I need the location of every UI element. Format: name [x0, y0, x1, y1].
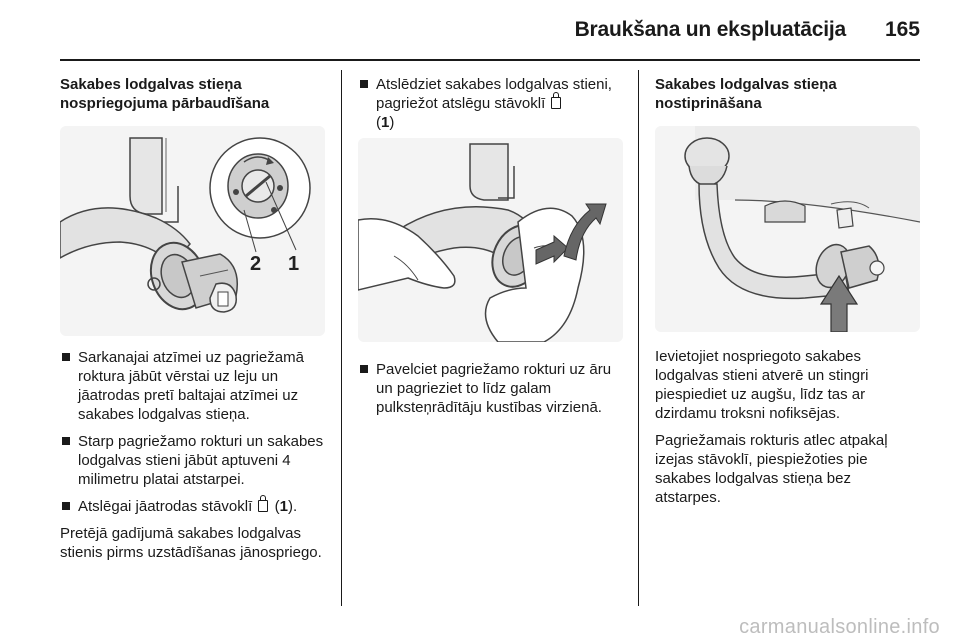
column-divider-left [341, 70, 342, 606]
watermark: carmanualsonline.info [739, 616, 940, 638]
column-3-heading [655, 75, 920, 113]
bullet-gap: Starp pagriežamo rokturi un sakabes lodgalvas stieni jābūt aptuveni 4 milimetru platai atstarpei. [60, 432, 332, 489]
otherwise-paragraph: Pretējā gadījumā sakabes lodgalvas stienis pirms uzstādīšanas jānospriego. [60, 525, 322, 561]
install-heading: Sakabes lodgalvas stieņa nostiprināšana [655, 76, 837, 112]
bullet-square-icon [360, 365, 368, 373]
pull-rotate-bullets [358, 360, 626, 417]
section-title: Braukšana un ekspluatācija [574, 18, 846, 41]
check-tension-bullets [60, 348, 332, 516]
check-tension-heading: Sakabes lodgalvas stieņa nospriegojuma pārbaudīšana [60, 76, 270, 112]
insert-paragraph: Ievietojiet nospriegoto sakabes lodgalvas stieni atverē un stingri piespiediet uz augšu, līdz tas ar dzirdamu troksni nofiksējas. [655, 348, 869, 422]
page-number: 165 [884, 18, 920, 41]
column-1-heading [60, 75, 330, 113]
bullet-key-position: Atslēgai jāatrodas stāvoklī (1). [60, 497, 332, 516]
bullet-square-icon [360, 80, 368, 88]
figure-label-1: 1 [288, 253, 300, 275]
tension-check-illustration [60, 126, 325, 336]
column-divider-right [638, 70, 639, 606]
bullet-unlock: Atslēdziet sakabes lodgalvas stieni, pagriežot atslēgu stāvoklī (1) [358, 75, 626, 132]
unlock-bullets [358, 75, 626, 132]
bullet-red-mark: Sarkanajai atzīmei uz pagriežamā roktura jābūt vērstai uz leju un jāatrodas pretī baltajai atzīmei uz sakabes lodgalvas stieņa. [60, 348, 332, 424]
handle-rotation-drawing [358, 138, 623, 342]
unlock-icon [551, 97, 561, 109]
insert-tow-bar-drawing [655, 126, 920, 332]
column-3-text [655, 347, 920, 515]
bullet-square-icon [62, 353, 70, 361]
figure-label-2: 2 [250, 253, 262, 275]
bullet-pull-rotate: Pavelciet pagriežamo rokturi uz āru un pagrieziet to līdz galam pulksteņrādītāju kustības virzienā. [358, 360, 626, 417]
bullet-square-icon [62, 502, 70, 510]
tow-bar-tension-drawing [60, 126, 325, 336]
rotate-handle-illustration [358, 138, 623, 342]
bullet-square-icon [62, 437, 70, 445]
lock-icon [258, 500, 268, 512]
return-paragraph: Pagriežamais rokturis atlec atpakaļ izejas stāvoklī, piespiežoties pie sakabes lodgalvas stieņa bez atstarpes. [655, 432, 888, 506]
column-1-text [60, 348, 332, 570]
column-2-text-top [358, 75, 626, 140]
column-2-text-bottom [358, 360, 626, 425]
header-rule [60, 59, 920, 61]
install-illustration [655, 126, 920, 332]
